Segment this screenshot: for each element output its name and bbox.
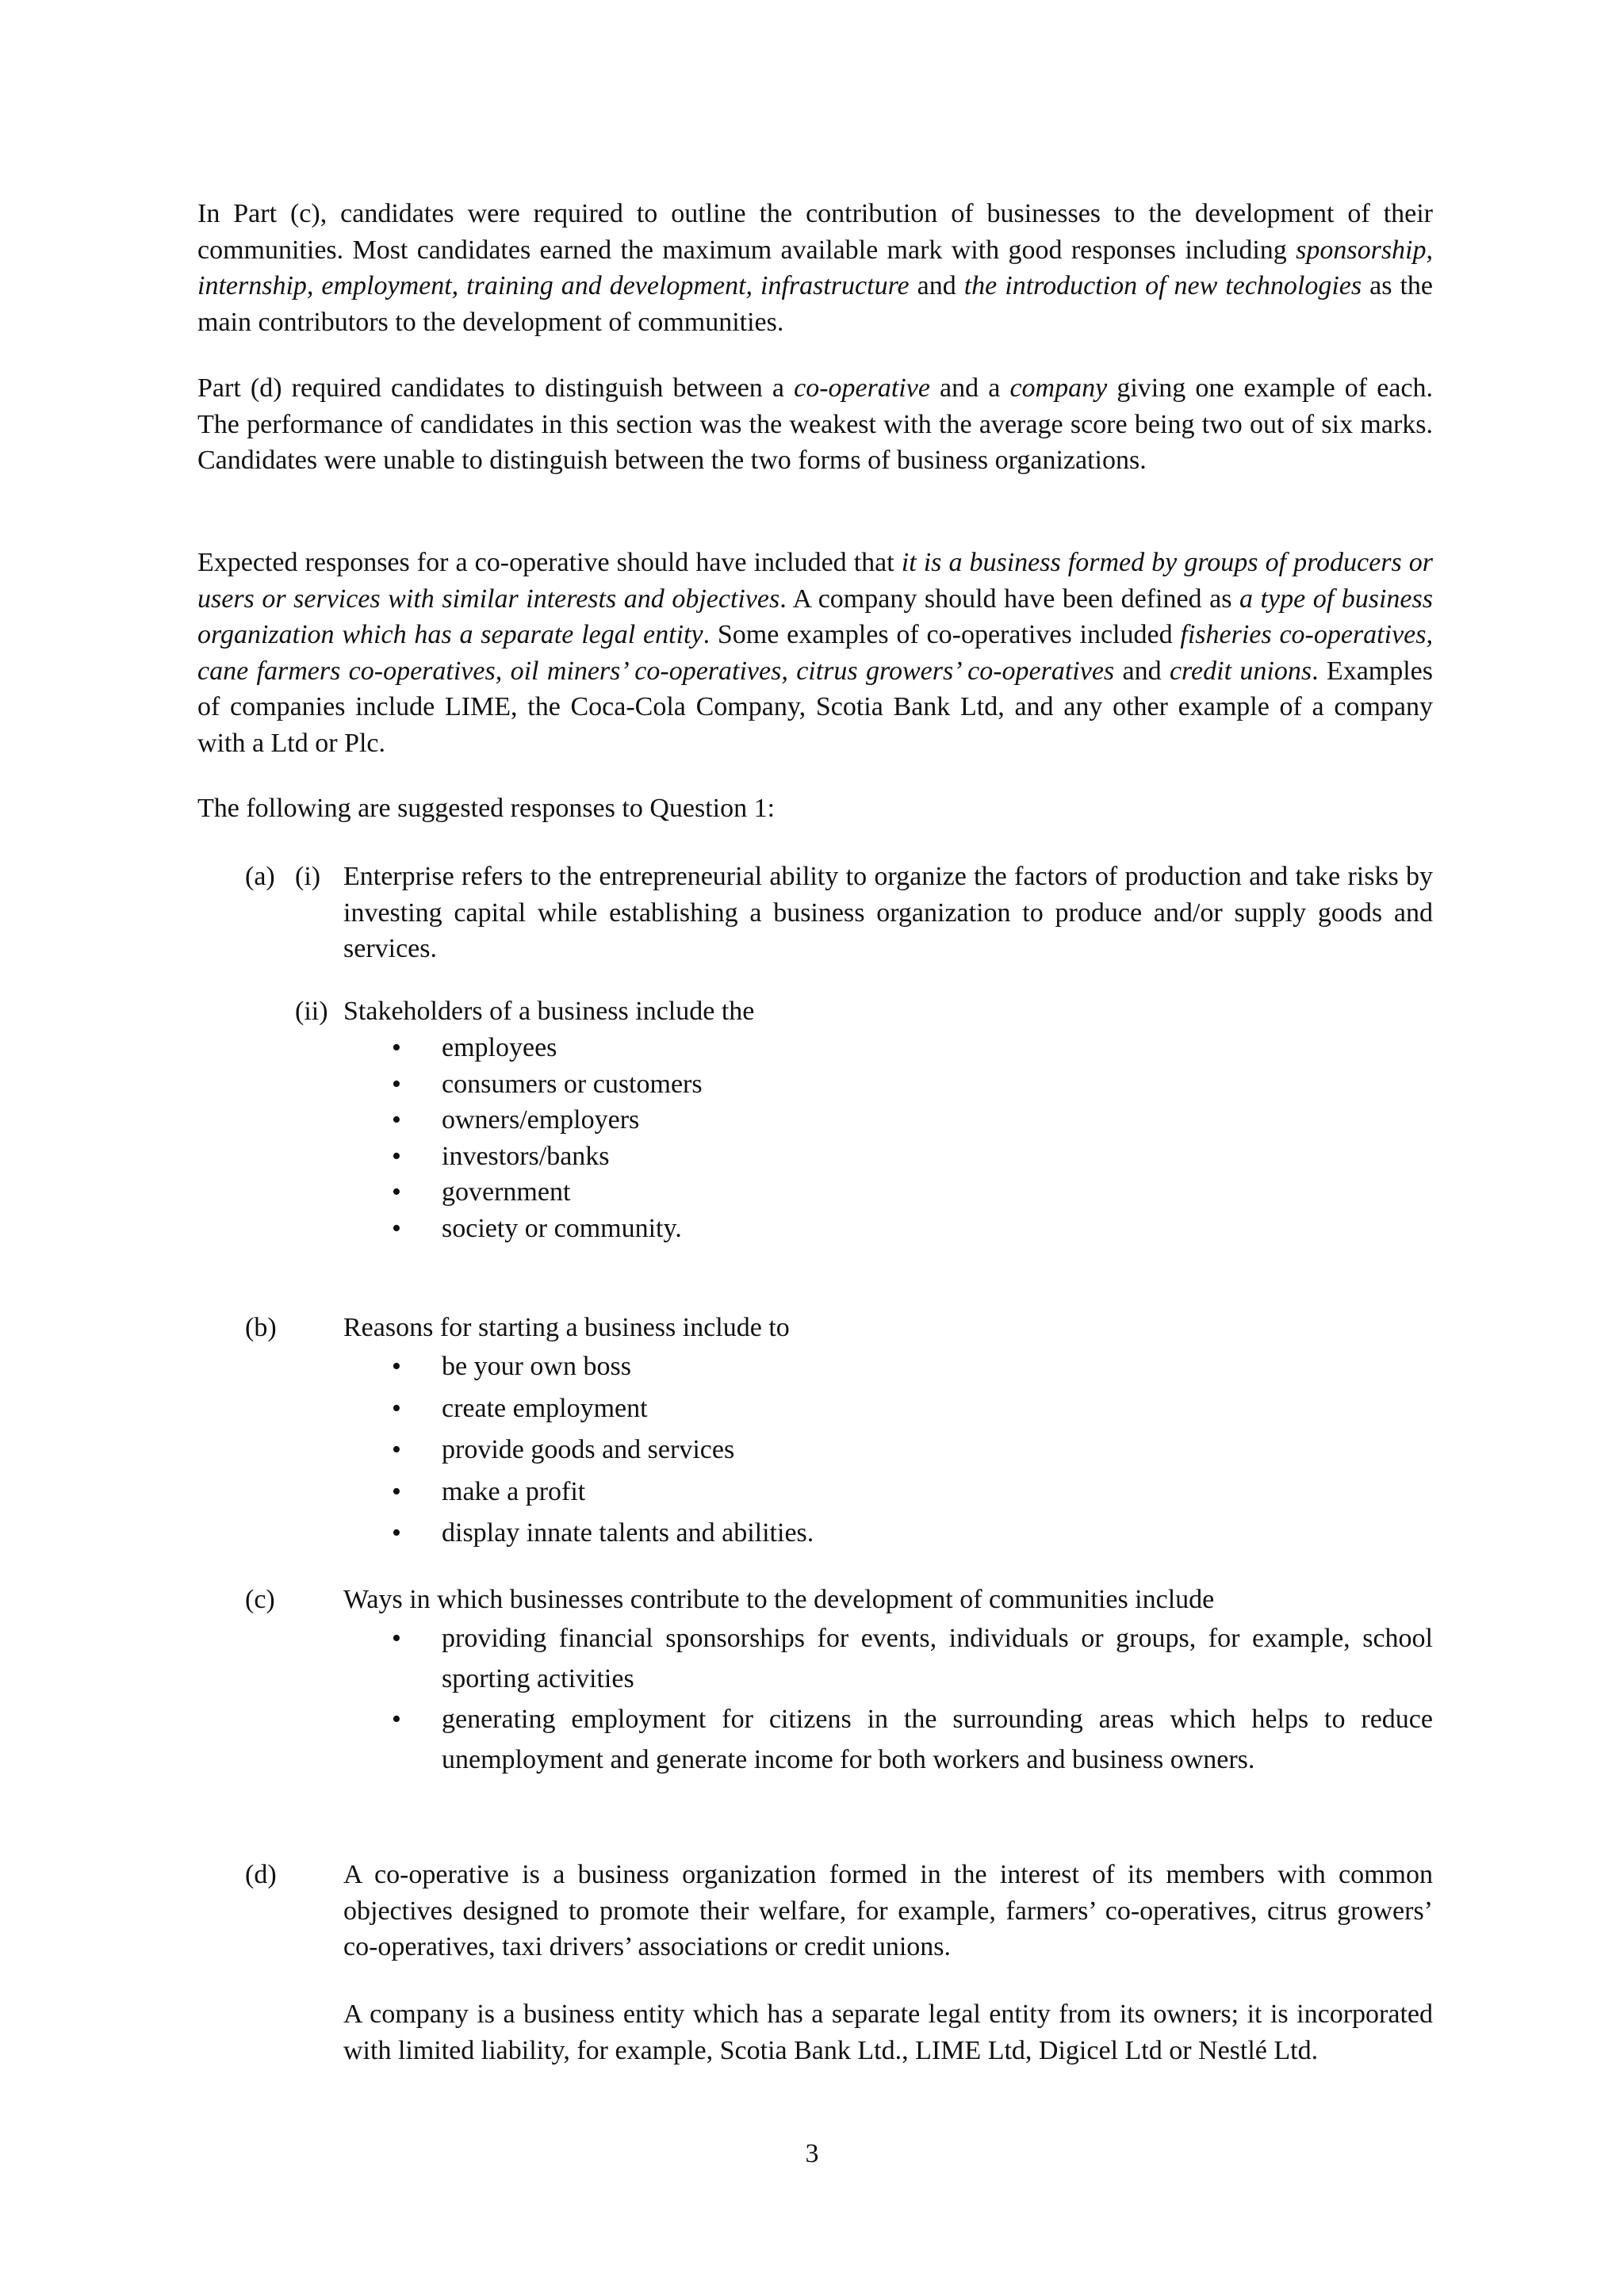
list-item-text: government (442, 1177, 571, 1207)
bullet-icon: • (392, 1705, 401, 1734)
answer-d-company-definition: A company is a business entity which has a separate legal entity from its owners; it is incorporated with limited liability, for example, Scotia Bank Ltd., LIME Ltd, Digicel Ltd or Nestlé Ltd. (343, 1999, 1433, 2065)
list-item (392, 1174, 1433, 1211)
list-item-text: display innate talents and abilities. (442, 1518, 814, 1548)
list-item (392, 1030, 1433, 1066)
answer-d-cooperative-definition: A co-operative is a business organization formed in the interest of its members with common objectives designed to promote their welfare, for example, farmers’ co-operatives, citrus growers’ co-operatives, taxi drivers’ associations or credit unions. (343, 1860, 1433, 1961)
list-item-text: generating employment for citizens in the surrounding areas which helps to reduce unemployment and generate income for both workers and business owners. (442, 1705, 1433, 1774)
bullet-icon: • (392, 1033, 401, 1062)
list-item (392, 1471, 1433, 1513)
answer-a-label: (a) (245, 862, 275, 891)
bullet-icon: • (392, 1141, 401, 1171)
list-item (392, 1618, 1433, 1699)
answer-a-i-label: (i) (295, 862, 321, 891)
bullet-icon: • (392, 1105, 401, 1135)
answer-b-text: Reasons for starting a business include to (343, 1313, 790, 1342)
answer-d-label: (d) (245, 1860, 277, 1889)
bullet-icon: • (392, 1352, 401, 1381)
list-item-text: employees (442, 1033, 557, 1062)
bullet-icon: • (392, 1177, 401, 1207)
list-item-text: investors/banks (442, 1141, 610, 1171)
answer-b-label: (b) (245, 1313, 277, 1342)
part-c-paragraph: In Part (c), candidates were required to outline the contribution of businesses to the development of their communities. Most candidates earned the maximum available mark with good responses including sponsorship, internship, employment, training and development, infrastructure and the introduction of new technologies as the main contributors to the development of communities. (197, 199, 1433, 337)
suggested-responses-intro: The following are suggested responses to Question 1: (197, 794, 776, 823)
answer-c-label: (c) (245, 1585, 275, 1614)
list-item-text: consumers or customers (442, 1069, 703, 1099)
answer-a-i-text: Enterprise refers to the entrepreneurial ability to organize the factors of production and take risks by investing capital while establishing a business organization to produce and/or supply goods and services. (343, 862, 1433, 963)
bullet-icon: • (392, 1624, 401, 1653)
list-item (392, 1138, 1433, 1175)
list-item (392, 1388, 1433, 1430)
list-item-text: be your own boss (442, 1352, 631, 1381)
expected-responses-paragraph: Expected responses for a co-operative should have included that it is a business formed by groups of producers or users or services with similar interests and objectives. A company should have been defined as a type of business organization which has a separate legal entity. Some examples of co-operatives included fisheries co-operatives, cane farmers co-operatives, oil miners’ co-operatives, citrus growers’ co-operatives and credit unions. Examples of companies include LIME, the Coca-Cola Company, Scotia Bank Ltd, and any other example of a company with a Ltd or Plc. (197, 548, 1433, 758)
list-item (392, 1513, 1433, 1555)
list-item-text: society or community. (442, 1213, 682, 1243)
bullet-icon: • (392, 1393, 401, 1423)
bullet-icon: • (392, 1213, 401, 1243)
page-number: 3 (805, 2139, 819, 2168)
answer-a-ii-label: (ii) (295, 997, 328, 1026)
list-item (392, 1346, 1433, 1388)
list-item (392, 1429, 1433, 1471)
list-item-text: owners/employers (442, 1105, 640, 1135)
bullet-icon: • (392, 1518, 401, 1548)
part-d-paragraph: Part (d) required candidates to distinguish between a co-operative and a company giving one example of each. The performance of candidates in this section was the weakest with the average score being two out of six marks. Candidates were unable to distinguish between the two forms of business organizations. (197, 373, 1433, 475)
bullet-icon: • (392, 1435, 401, 1464)
list-item (392, 1066, 1433, 1103)
list-item-text: make a profit (442, 1476, 586, 1506)
bullet-icon: • (392, 1069, 401, 1099)
answer-c-text: Ways in which businesses contribute to the development of communities include (343, 1585, 1215, 1614)
bullet-icon: • (392, 1476, 401, 1506)
list-item-text: create employment (442, 1393, 648, 1423)
list-item (392, 1211, 1433, 1247)
list-item (392, 1699, 1433, 1780)
list-item-text: providing financial sponsorships for events, individuals or groups, for example, school sporting activities (442, 1624, 1433, 1693)
list-item (392, 1102, 1433, 1138)
list-item-text: provide goods and services (442, 1435, 735, 1464)
answer-a-ii-text: Stakeholders of a business include the (343, 997, 755, 1026)
